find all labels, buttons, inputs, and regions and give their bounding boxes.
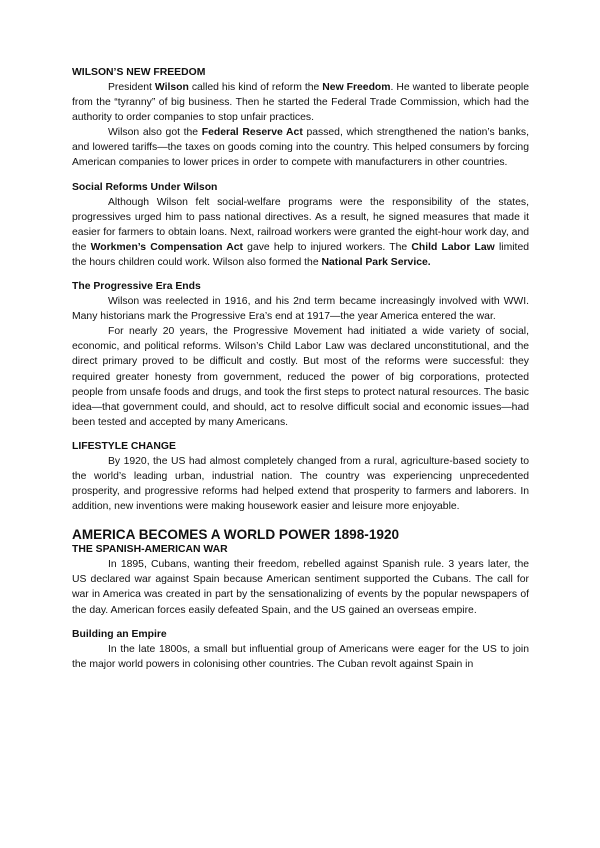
text-run: gave help to injured workers. The [242, 241, 412, 253]
spacer [72, 270, 529, 280]
text-run: In the late 1800s, a small but influential group of Americans were eager for the US to join the major world powers in colonising other countries. The Cuban revolt against Spain in [72, 643, 529, 670]
paragraph [72, 324, 529, 430]
text-run: called his kind of reform the [188, 82, 323, 93]
bold-term-federal-reserve-act: Federal Reserve Act [201, 127, 303, 139]
text-run: In 1895, Cubans, wanting their freedom, rebelled against Spanish rule. 3 years later, the US declared war against Spain because American sentiment supported the Cubans. The call for war in America was created in part by the sensationalizing of events by the popular newspapers of the day. American forces easily defeated Spain, and the US gained an overseas empire. [72, 559, 529, 616]
text-run: Wilson also got the [108, 127, 202, 139]
paragraph [72, 294, 529, 324]
paragraph [72, 642, 529, 672]
section-heading-spanish-american-war: THE SPANISH-AMERICAN WAR [72, 544, 228, 556]
section-heading-progressive-era-ends: The Progressive Era Ends [72, 281, 201, 293]
text-run: Although Wilson felt social-welfare programs were the responsibility of the states, progressives urged him to pass national directives. As a result, he signed measures that made it easier for farmers to obtain loans. Next, railroad workers were granted the eight-hour work day, and the [72, 196, 529, 253]
spacer [72, 618, 529, 628]
paragraph [72, 557, 529, 617]
section-heading-lifestyle-change: LIFESTYLE CHANGE [72, 440, 176, 452]
spacer [72, 514, 529, 526]
text-run: . He wanted to liberate people from the “tyranny” of big business. Then he started the Federal Trade Commission, which had the authority to order companies to stop unfair practices. [72, 82, 529, 124]
spacer [72, 430, 529, 440]
text-run: passed, which strengthened the nation’s banks, and lowered tariffs—the taxes on goods coming into the country. This helped consumers by forcing American companies to lower prices in order to compete with manufacturers in other countries. [72, 127, 529, 169]
text-run: For nearly 20 years, the Progressive Movement had initiated a wide variety of social, economic, and political reforms. Wilson’s Child Labor Law was declared unconstitutional, and the direct primary proved to be difficult and costly. But most of the reforms were successful: they required greater honesty from government, reduced the power of big corporations, protected people from unsafe foods and drugs, and took the first steps to protect natural resources. The basic idea—that government could, and should, act to resolve difficult social and economic issues—had been tested and accepted by many Americans. [72, 326, 529, 428]
paragraph [72, 80, 529, 125]
text-run: President [108, 82, 155, 93]
paragraph [72, 125, 529, 170]
chapter-heading-world-power: AMERICA BECOMES A WORLD POWER 1898-1920 [72, 527, 400, 543]
bold-term-workmens-compensation-act: Workmen’s Compensation Act [90, 241, 243, 253]
paragraph [72, 195, 529, 270]
section-heading-wilsons-new-freedom: WILSON’S NEW FREEDOM [72, 67, 206, 78]
spacer [72, 171, 529, 181]
text-run: By 1920, the US had almost completely changed from a rural, agriculture-based society to the world’s leading urban, industrial nation. The country was experiencing unprecedented prosperity, and progressive reforms had helped extend that prosperity to farmers and laborers. In addition, new inventions were making housework easier and leisure more enjoyable. [72, 455, 529, 513]
bold-term-new-freedom: New Freedom [322, 82, 391, 93]
bold-term-national-park-service: National Park Service. [321, 256, 431, 268]
section-heading-social-reforms: Social Reforms Under Wilson [72, 181, 218, 193]
text-run: limited the hours children could work. Wilson also formed the [72, 241, 529, 268]
document-page [72, 66, 529, 672]
section-heading-building-an-empire: Building an Empire [72, 628, 167, 640]
bold-term-wilson: Wilson [154, 82, 189, 93]
bold-term-child-labor-law: Child Labor Law [411, 241, 495, 253]
text-run: Wilson was reelected in 1916, and his 2nd term became increasingly involved with WWI. Many historians mark the Progressive Era’s end at 1917—the year America entered the war. [72, 296, 529, 323]
paragraph [72, 454, 529, 514]
